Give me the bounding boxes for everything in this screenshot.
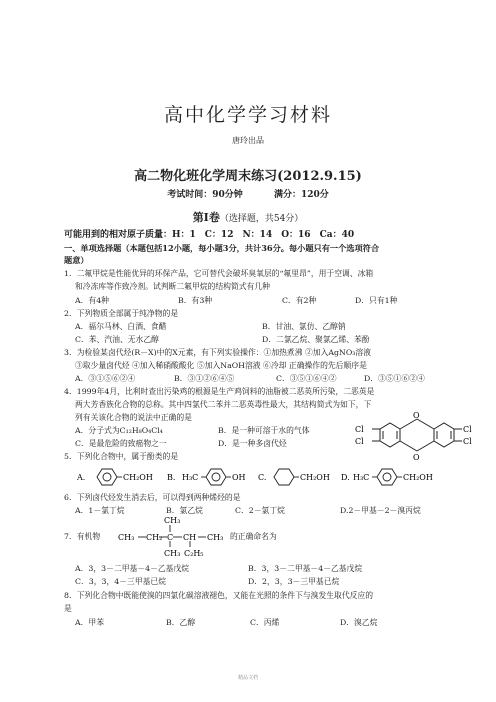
question-1: 1．二氟甲烷是性能优异的环保产品，它可替代会破坏臭氧层的“氟里昂”，用于空调、冰箱 xyxy=(64,269,374,278)
q7-structure xyxy=(118,514,228,562)
exam-time: 考试时间：90分钟 xyxy=(167,190,243,200)
dioxin-o-2: O xyxy=(413,453,420,462)
q1-option-a: A．有4种 xyxy=(75,296,109,305)
section-head: 第Ⅰ卷 xyxy=(192,211,220,224)
q5-c-label: C. xyxy=(258,473,267,482)
question-4: 4．1999年4月，比利时查出污染鸡的根源是生产鸡饲料的油脂被二恶英所污染，二恶英是 xyxy=(64,387,375,396)
q7-option-d: D．2，3，3－三甲基已烷 xyxy=(248,577,340,586)
question-1-cont: 和冷冻库等作致冷剂。试判断二氟甲烷的结构简式有几种 xyxy=(75,282,270,291)
dioxin-cl-4: Cl xyxy=(463,437,472,446)
q4-option-a: A．分子式为C₁₂H₈O₄Cl₄ xyxy=(75,426,163,435)
q3-option-c: C．③⑤①⑥④② xyxy=(276,374,337,383)
q5-a-group: CH₂OH xyxy=(123,473,153,482)
question-7: 7．有机物 xyxy=(64,532,101,541)
question-4-cont2: 列有关该化合物的说法中正确的是 xyxy=(75,413,192,422)
q7-top-methyl: CH₃ xyxy=(164,516,181,525)
exam-info xyxy=(0,191,496,200)
question-8-cont: 是 xyxy=(64,604,72,613)
q2-option-c: C．苯、汽油、无水乙醇 xyxy=(75,335,159,344)
part1-heading-cont: 题意） xyxy=(64,255,89,265)
q5-b-label: B. xyxy=(167,473,176,482)
document-title: 高中化学学习材料 xyxy=(163,104,332,126)
q7-option-b: B．3，3－二甲基－4－乙基戊烷 xyxy=(248,564,363,573)
q7-quaternary-c: C xyxy=(167,533,174,542)
q5-b-methyl: H₃C xyxy=(182,473,199,482)
q6-option-b: B．氯乙烷 xyxy=(166,506,203,515)
dioxin-structure xyxy=(350,410,484,468)
dioxin-o-1: O xyxy=(413,411,420,420)
q7-option-a: A．3，3－二甲基－4－乙基戊烷 xyxy=(75,564,190,573)
q1-option-d: D．只有1种 xyxy=(355,296,398,305)
q7-ch: CH xyxy=(183,533,197,542)
question-4-cont: 两大芳香族化合物的总称。其中四氯代二苯并二恶英毒性最大，其结构简式为如下，下 xyxy=(75,400,372,409)
q5-d-methyl: H₃C xyxy=(353,473,370,482)
q2-option-a: A．福尔马林、白酒、食醋 xyxy=(75,322,167,331)
q6-option-d: D.2－甲基－2－溴丙烷 xyxy=(340,506,421,515)
part1-heading: 一、单项选择题（本题包括12小题，每小题3分，共计36分。每小题只有一个选项符合 xyxy=(64,243,380,253)
document-subtitle: 唐玲出品 xyxy=(232,136,264,145)
q4-option-d: D．是一种多卤代烃 xyxy=(218,439,287,448)
page-footer: 精品文档 xyxy=(237,675,258,681)
question-8: 8．下列化合物中既能使溴的四氯化碳溶液褪色，又能在光照的条件下与溴发生取代反应的 xyxy=(64,591,374,600)
q2-option-d: D．二氯乙烷、聚氯乙烯、苯酚 xyxy=(262,335,370,344)
section-title xyxy=(0,212,496,224)
q7-option-c: C．3，3，4－三甲基已烷 xyxy=(75,577,167,586)
q5-a-label: A. xyxy=(77,473,86,482)
q8-option-b: B．乙醇 xyxy=(166,618,196,627)
section-note: （选择题，共54分） xyxy=(219,214,304,224)
q5-structures xyxy=(75,463,435,491)
q3-option-a: A．③①⑤⑥②④ xyxy=(75,374,136,383)
q5-d-group: CH₂OH xyxy=(403,473,433,482)
q7-ethyl: C₂H₅ xyxy=(184,549,204,558)
exam-title: 高二物化班化学周末练习(2012.9.15) xyxy=(134,169,362,184)
q6-option-c: C．2－氯丁烷 xyxy=(235,506,285,515)
q7-left-methyl: CH₃ xyxy=(118,533,135,542)
q7-ch2: CH₂ xyxy=(146,533,163,542)
q4-option-b: B．是一种可溶于水的气体 xyxy=(218,426,310,435)
q7-right-methyl: CH₃ xyxy=(207,533,224,542)
q1-option-c: C．有2种 xyxy=(282,296,317,305)
q5-d-label: D. xyxy=(341,473,350,482)
q5-c-group: CH₂OH xyxy=(300,473,330,482)
q7-bottom-methyl: CH₃ xyxy=(164,549,181,558)
dioxin-cl-3: Cl xyxy=(463,425,472,434)
q6-option-a: A．1－氯丁烷 xyxy=(75,506,125,515)
q8-option-a: A．甲苯 xyxy=(75,618,105,627)
q5-b-hydroxyl: OH xyxy=(232,473,246,482)
q8-option-d: D．溴乙烷 xyxy=(340,618,378,627)
dioxin-cl-2: Cl xyxy=(355,437,364,446)
question-3: 3．为检验某卤代烃(R－X)中的X元素，有下列实验操作：①加热煮沸 ②加入AgNO₃溶液 xyxy=(64,348,371,357)
q8-option-c: C．丙烯 xyxy=(250,618,280,627)
question-6: 6．下列卤代烃发生消去后，可以得到两种烯烃的是 xyxy=(64,493,241,502)
exam-score: 满分：120分 xyxy=(273,190,329,200)
q4-option-c: C．是最危险的致癌物之一 xyxy=(75,439,167,448)
dioxin-cl-1: Cl xyxy=(355,425,364,434)
q1-option-b: B．有3种 xyxy=(178,296,213,305)
q3-option-d: D．③⑤①⑥②④ xyxy=(364,374,425,383)
q3-option-b: B．③①②⑥④⑤ xyxy=(174,374,235,383)
q2-option-b: B．甘油、氯仿、乙醇钠 xyxy=(262,322,346,331)
question-5: 5．下列化合物中，属于酚类的是 xyxy=(64,452,179,461)
question-2: 2．下列物质全部属于纯净物的是 xyxy=(64,309,179,318)
question-7-tail: 的正确命名为 xyxy=(230,532,277,541)
atomic-masses: 可能用到的相对原子质量：H：1 C：12 N：14 O：16 Ca：40 xyxy=(64,230,355,240)
question-3-cont: ③取少量卤代烃 ④加入稀硝酸酸化 ⑤加入NaOH溶液 ⑥冷却 正确操作的先后顺序是 xyxy=(75,361,367,370)
